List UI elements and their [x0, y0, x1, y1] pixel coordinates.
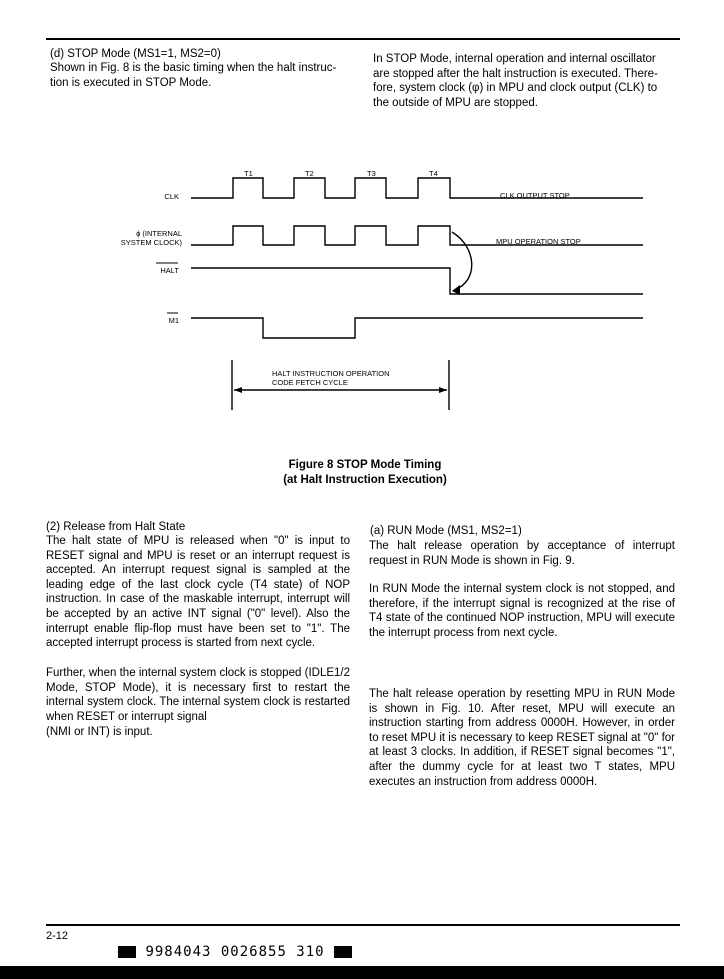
t4-label: T4 [429, 169, 438, 178]
section-2-para2: Further, when the internal system clock is stopped (IDLE1/2 Mode, STOP Mode), it is necessary first to restart the internal system clock. The internal system clock is restarted when RESET or interrupt signal [46, 667, 350, 723]
cycle-arrow-right [439, 387, 447, 393]
section-a-para3: The halt release operation by resetting MPU in RUN Mode is shown in Fig. 10. After reset, MPU will execute an instruction starting from address 0000H. However, in order to reset MPU it is necessary to keep RESET signal at "0" for at least 3 clocks. In addition, if RESET signal becomes "1", after the dummy cycle for at least two T states, MPU executes an instruction from address 0000H. [369, 688, 675, 788]
barcode-line [118, 944, 352, 960]
halt-label: HALT [160, 266, 179, 275]
section-2-para1: The halt state of MPU is released when "0" is input to RESET signal and MPU is reset or an interrupt request is accepted. An interrupt request signal is sampled at the leading edge of the last clock cycle (T4 state) of NOP instruction. In case of the maskable interrupt, interrupt will be accepted by an active INT signal ("0" level). Also the interrupt enable flip-flop must have been set to "1". The accepted interrupt process is started from next cycle. [46, 535, 350, 650]
figure-caption: Figure 8 STOP Mode Timing (at Halt Instruction Execution) [283, 459, 447, 486]
page-number: 2-12 [46, 930, 69, 942]
m1-label: M1 [168, 316, 179, 325]
section-a-para1: The halt release operation by acceptance of interrupt request in RUN Mode is shown in Fig. 9. [369, 540, 675, 567]
mpu-operation-stop-label: MPU OPERATION STOP [496, 237, 581, 246]
cycle-arrow-left [234, 387, 242, 393]
clk-label: CLK [164, 192, 179, 201]
bottom-rule [46, 924, 680, 926]
section-d-left-text: Shown in Fig. 8 is the basic timing when the halt instruc- tion is executed in STOP Mode. [50, 62, 337, 89]
section-d-right-text: In STOP Mode, internal operation and internal oscillator are stopped after the halt instruction is executed. There- fore, system clock (φ) in MPU and clock output (CLK) to the outside of MPU are stopped. [373, 53, 658, 109]
phi-label: ϕ (INTERNAL SYSTEM CLOCK) [120, 229, 182, 247]
clk-output-stop-label: CLK OUTPUT STOP [500, 191, 570, 200]
t3-label: T3 [367, 169, 376, 178]
t1-label: T1 [244, 169, 253, 178]
m1-waveform [191, 318, 643, 338]
barcode-text: 9984043 0026855 310 [145, 944, 325, 960]
section-2-heading: (2) Release from Halt State [46, 521, 186, 533]
halt-waveform [191, 268, 643, 294]
section-a-para2: In RUN Mode the internal system clock is not stopped, and therefore, if the interrupt signal is recognized at the rise of T4 state of the continued NOP instruction, MPU will execute the interrupt process from next cycle. [369, 583, 675, 639]
section-a-heading: (a) RUN Mode (MS1, MS2=1) [370, 525, 522, 537]
clk-waveform [191, 178, 643, 198]
scan-edge-bar [0, 966, 724, 979]
cycle-label: HALT INSTRUCTION OPERATION CODE FETCH CYCLE [272, 369, 390, 387]
barcode-mark-right [334, 946, 352, 958]
section-d-heading: (d) STOP Mode (MS1=1, MS2=0) [50, 48, 221, 60]
section-2-para2-last: (NMI or INT) is input. [46, 726, 153, 738]
t2-label: T2 [305, 169, 314, 178]
stop-arrow-curve [452, 232, 472, 290]
barcode-mark-left [118, 946, 136, 958]
